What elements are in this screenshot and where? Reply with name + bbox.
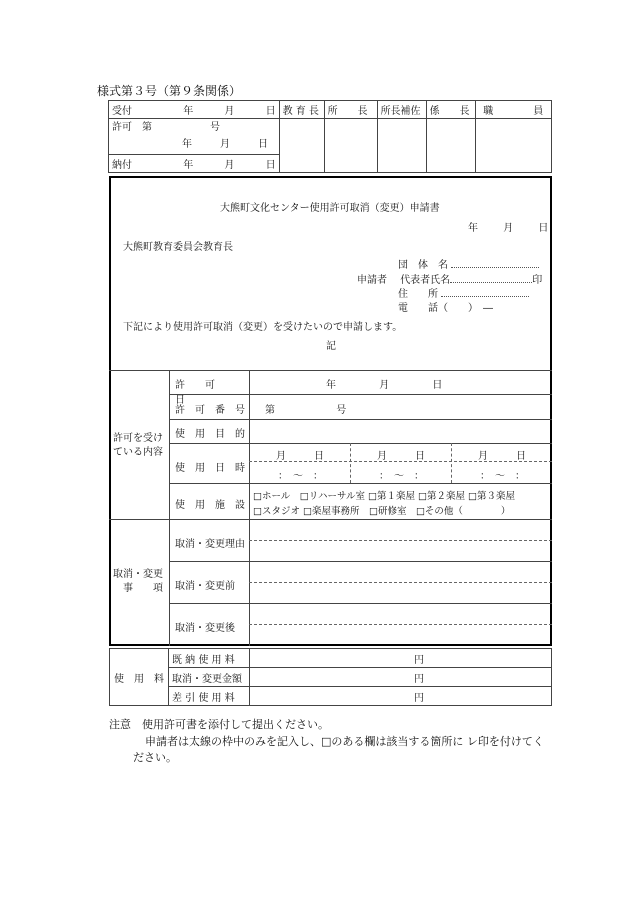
facility-label: 使 用 施 設 <box>175 500 245 511</box>
permit-date-field[interactable]: 年 月 日 <box>326 380 443 391</box>
slot2-time[interactable]: ： ～ ： <box>379 471 424 482</box>
facility-options-row1[interactable]: □ホール □リハーサル室 □第１楽屋 □第２楽屋 □第３楽屋 <box>253 491 515 502</box>
note-line-1: 注意 使用許可書を添付して提出ください。 <box>109 718 329 731</box>
change-reason-field[interactable] <box>252 522 550 559</box>
note-line-3: ださい。 <box>133 751 177 764</box>
purpose-label: 使 用 目 的 <box>175 429 245 440</box>
usage-datetime-label: 使 用 日 時 <box>175 463 245 474</box>
permit-date-label: 許 可 日 <box>175 380 235 406</box>
representative-field[interactable]: 申請者 代表者氏名 印 <box>357 275 543 286</box>
permit-number-label: 許 可 番 号 <box>175 405 245 416</box>
slot1-time[interactable]: ： ～ ： <box>278 471 323 482</box>
paid-fee-label: 既 納 使 用 料 <box>169 649 250 668</box>
form-number: 様式第３号（第９条関係） <box>97 84 242 98</box>
fee-group-label: 使 用 料 <box>110 649 169 706</box>
staff-stamp-label: 職 員 <box>475 101 551 119</box>
after-change-label: 取消・変更後 <box>175 623 235 634</box>
address-field[interactable]: 住 所 <box>398 285 529 300</box>
permit-number-field[interactable]: 第 号 <box>265 405 347 416</box>
seal-mark: 印 <box>532 275 543 286</box>
change-group-label: 取消・変更 事 項 <box>113 569 163 594</box>
paid-fee-field[interactable]: 円 <box>250 649 552 668</box>
group-name-field[interactable]: 団 体 名 <box>398 256 539 271</box>
change-amount-label: 取消・変更金額 <box>169 668 250 687</box>
balance-fee-field[interactable]: 円 <box>250 687 552 706</box>
ki-heading: 記 <box>326 341 336 352</box>
receipt-cell[interactable]: 受付 年 月 日 <box>109 101 280 119</box>
superintendent-stamp-label: 教 育 長 <box>279 101 324 119</box>
permit-group-label: 許可を受け ている内容 <box>113 433 163 458</box>
slot3-date[interactable]: 月 日 <box>478 451 526 462</box>
staff-stamp-box[interactable] <box>475 119 551 173</box>
change-amount-field[interactable]: 円 <box>250 668 552 687</box>
document-title: 大熊町文化センター使用許可取消（変更）申請書 <box>220 203 440 214</box>
fee-table <box>109 648 552 706</box>
deputy-director-stamp-label: 所長補佐 <box>377 101 426 119</box>
superintendent-stamp-box[interactable] <box>279 119 324 173</box>
facility-options-row2[interactable]: □スタジオ □楽屋事務所 □研修室 □その他（ ） <box>253 506 511 517</box>
slot3-time[interactable]: ： ～ ： <box>480 471 525 482</box>
director-stamp-label: 所 長 <box>324 101 377 119</box>
chief-stamp-label: 係 長 <box>426 101 475 119</box>
purpose-field[interactable] <box>252 421 550 441</box>
request-statement: 下記により使用許可取消（変更）を受けたいので申請します。 <box>123 322 403 333</box>
slot1-date[interactable]: 月 日 <box>276 451 324 462</box>
permit-number-cell[interactable]: 許可 第 号 年 月 日 <box>109 119 280 155</box>
chief-stamp-box[interactable] <box>426 119 475 173</box>
after-change-field[interactable] <box>252 606 550 643</box>
before-change-field[interactable] <box>252 564 550 601</box>
phone-field[interactable]: 電 話（ ） ― <box>398 303 493 314</box>
slot2-date[interactable]: 月 日 <box>377 451 425 462</box>
director-stamp-box[interactable] <box>324 119 377 173</box>
note-line-2: 申請者は太線の枠中のみを記入し、□のある欄は該当する箇所に レ印を付けてく <box>145 735 544 748</box>
balance-fee-label: 差 引 使 用 料 <box>169 687 250 706</box>
payment-cell[interactable]: 納付 年 月 日 <box>109 155 280 173</box>
before-change-label: 取消・変更前 <box>175 581 235 592</box>
deputy-director-stamp-box[interactable] <box>377 119 426 173</box>
application-date[interactable]: 年 月 日 <box>468 223 549 234</box>
approval-table <box>108 100 552 173</box>
change-reason-label: 取消・変更理由 <box>175 539 245 550</box>
addressee: 大熊町教育委員会教育長 <box>123 242 233 253</box>
